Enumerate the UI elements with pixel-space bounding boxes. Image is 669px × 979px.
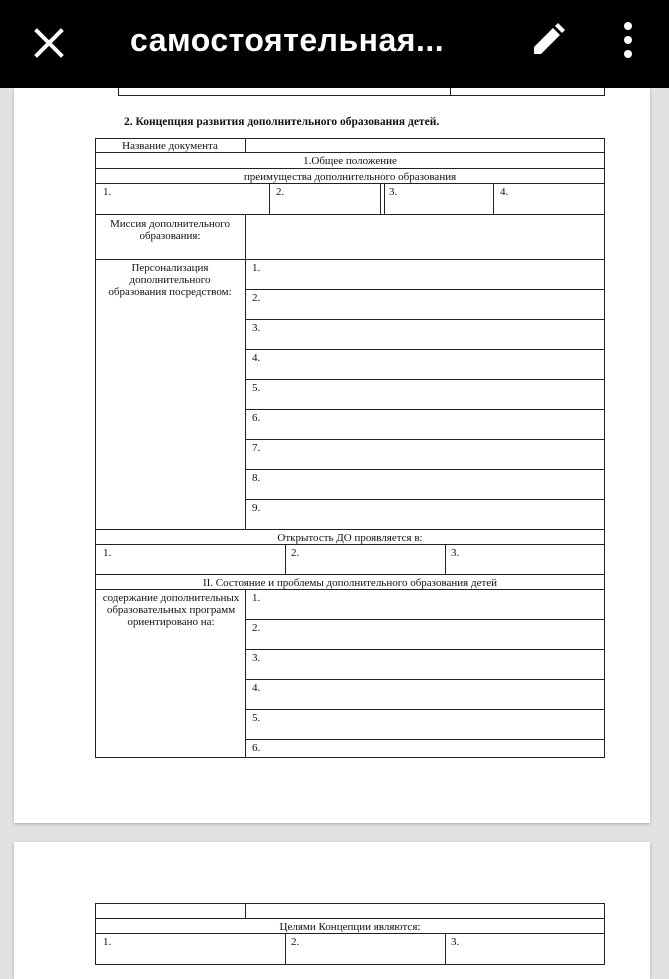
- document-title: самостоятельная...: [130, 22, 445, 58]
- personalization-item-5: 5.: [252, 382, 261, 394]
- personalization-item-3: 3.: [252, 322, 261, 334]
- document-page-2[interactable]: [14, 842, 650, 979]
- document-page-1[interactable]: [14, 88, 650, 823]
- goals-title: Целями Концепции являются:: [279, 921, 421, 933]
- content-item-2: 2.: [252, 622, 261, 634]
- openness-3: 3.: [451, 547, 460, 559]
- mission-label: Миссия дополнительного образования:: [109, 218, 231, 242]
- app-bar: [0, 0, 669, 88]
- personalization-item-9: 9.: [252, 502, 261, 514]
- general-title: 1.Общее положение: [303, 155, 397, 167]
- openness-1: 1.: [103, 547, 112, 559]
- advantage-2: 2.: [276, 186, 285, 198]
- advantage-3: 3.: [389, 186, 398, 198]
- openness-title: Открытость ДО проявляется в:: [277, 532, 423, 544]
- openness-2: 2.: [291, 547, 300, 559]
- personalization-item-6: 6.: [252, 412, 261, 424]
- content-label: содержание дополнительных образовательных программ ориентировано на:: [102, 592, 240, 628]
- edit-icon[interactable]: [528, 20, 568, 60]
- content-item-5: 5.: [252, 712, 261, 724]
- doc-name-label: Название документа: [122, 140, 218, 152]
- personalization-label: Персонализация дополнительного образования посредством:: [108, 262, 232, 298]
- close-icon[interactable]: [30, 24, 68, 62]
- advantage-4: 4.: [500, 186, 509, 198]
- personalization-item-1: 1.: [252, 262, 261, 274]
- more-vert-icon[interactable]: [614, 20, 642, 60]
- goal-2: 2.: [291, 936, 300, 948]
- content-item-6: 6.: [252, 742, 261, 754]
- advantages-title: преимущества дополнительного образования: [243, 171, 457, 183]
- section2-title: II. Состояние и проблемы дополнительного образования детей: [202, 577, 498, 589]
- personalization-item-7: 7.: [252, 442, 261, 454]
- goal-3: 3.: [451, 936, 460, 948]
- section-heading: 2. Концепция развития дополнительного образования детей.: [124, 116, 440, 128]
- advantage-1: 1.: [103, 186, 112, 198]
- content-item-1: 1.: [252, 592, 261, 604]
- goal-1: 1.: [103, 936, 112, 948]
- content-item-4: 4.: [252, 682, 261, 694]
- personalization-item-8: 8.: [252, 472, 261, 484]
- personalization-item-4: 4.: [252, 352, 261, 364]
- content-item-3: 3.: [252, 652, 261, 664]
- personalization-item-2: 2.: [252, 292, 261, 304]
